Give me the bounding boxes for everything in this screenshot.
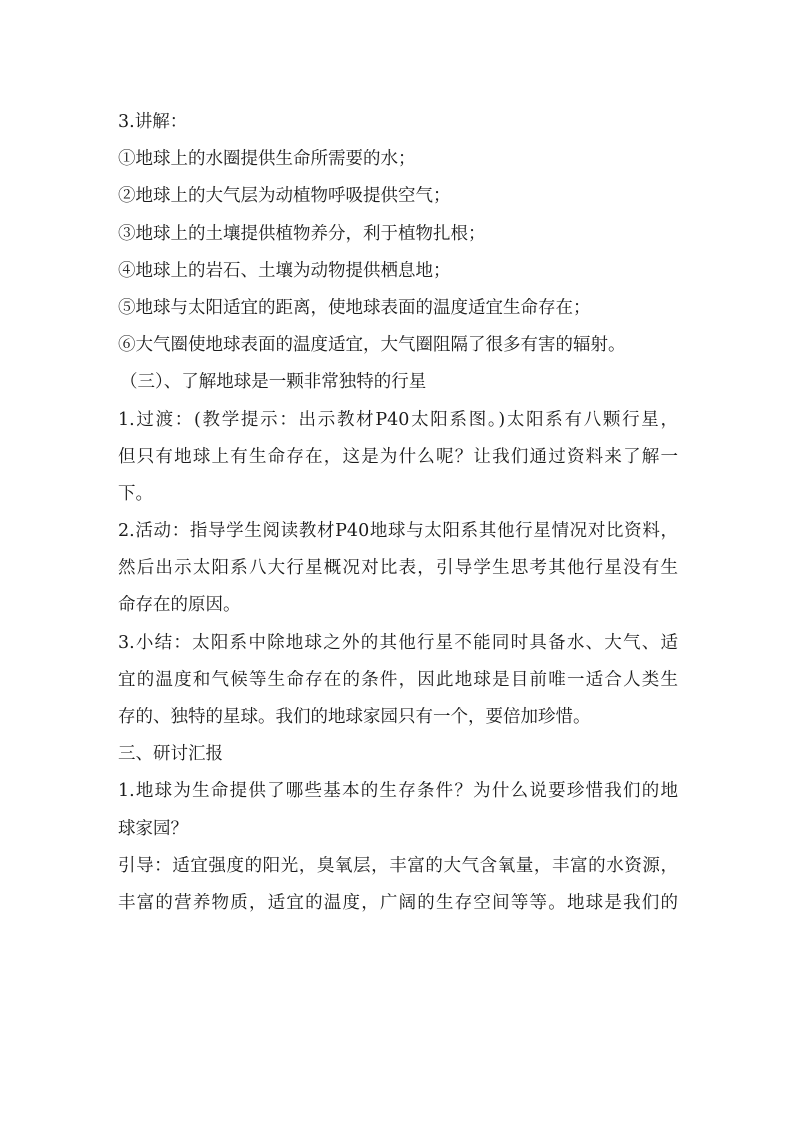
- paragraph-guide-line-1: 引导：适宜强度的阳光，臭氧层，丰富的大气含氧量，丰富的水资源，: [118, 855, 678, 876]
- paragraph-guide-line-2: 丰富的营养物质，适宜的温度，广阔的生存空间等等。地球是我们的: [118, 892, 678, 913]
- list-item-radiation: ⑥大气圈使地球表面的温度适宜，大气圈阻隔了很多有害的辐射。: [118, 335, 626, 356]
- paragraph-summary-line-1: 3.小结：太阳系中除地球之外的其他行星不能同时具备水、大气、适: [118, 632, 678, 653]
- paragraph-transition-line-3: 下。: [118, 483, 153, 504]
- section-heading-discussion: 三、研讨汇报: [118, 744, 223, 765]
- paragraph-transition-line-2: 但只有地球上有生命存在，这是为什么呢？让我们通过资料来了解一: [118, 446, 678, 467]
- list-item-distance: ⑤地球与太阳适宜的距离，使地球表面的温度适宜生命存在；: [118, 297, 591, 318]
- paragraph-activity-line-2: 然后出示太阳系八大行星概况对比表，引导学生思考其他行星没有生: [118, 558, 678, 579]
- paragraph-question-line-2: 球家园？: [118, 818, 188, 839]
- paragraph-summary-line-3: 存的、独特的星球。我们的地球家园只有一个，要倍加珍惜。: [118, 707, 591, 727]
- paragraph-activity-line-3: 命存在的原因。: [118, 595, 241, 616]
- paragraph-summary-line-2: 宜的温度和气候等生命存在的条件，因此地球是目前唯一适合人类生: [118, 669, 678, 690]
- list-item-water: ①地球上的水圈提供生命所需要的水；: [118, 149, 416, 170]
- section-heading-unique-planet: （三）、了解地球是一颗非常独特的行星: [120, 372, 427, 393]
- list-item-atmosphere: ②地球上的大气层为动植物呼吸提供空气；: [118, 186, 451, 207]
- document-body: [118, 104, 678, 922]
- paragraph-question-line-1: 1.地球为生命提供了哪些基本的生存条件？为什么说要珍惜我们的地: [118, 781, 678, 802]
- section-heading-explanation: 3.讲解：: [118, 112, 188, 132]
- paragraph-activity-line-1: 2.活动：指导学生阅读教材P40地球与太阳系其他行星情况对比资料，: [118, 521, 678, 542]
- list-item-soil: ③地球上的土壤提供植物养分，利于植物扎根；: [118, 223, 486, 244]
- paragraph-transition-line-1: 1.过渡：(教学提示：出示教材P40太阳系图。)太阳系有八颗行星，: [118, 409, 678, 430]
- list-item-rock: ④地球上的岩石、土壤为动物提供栖息地；: [118, 260, 451, 281]
